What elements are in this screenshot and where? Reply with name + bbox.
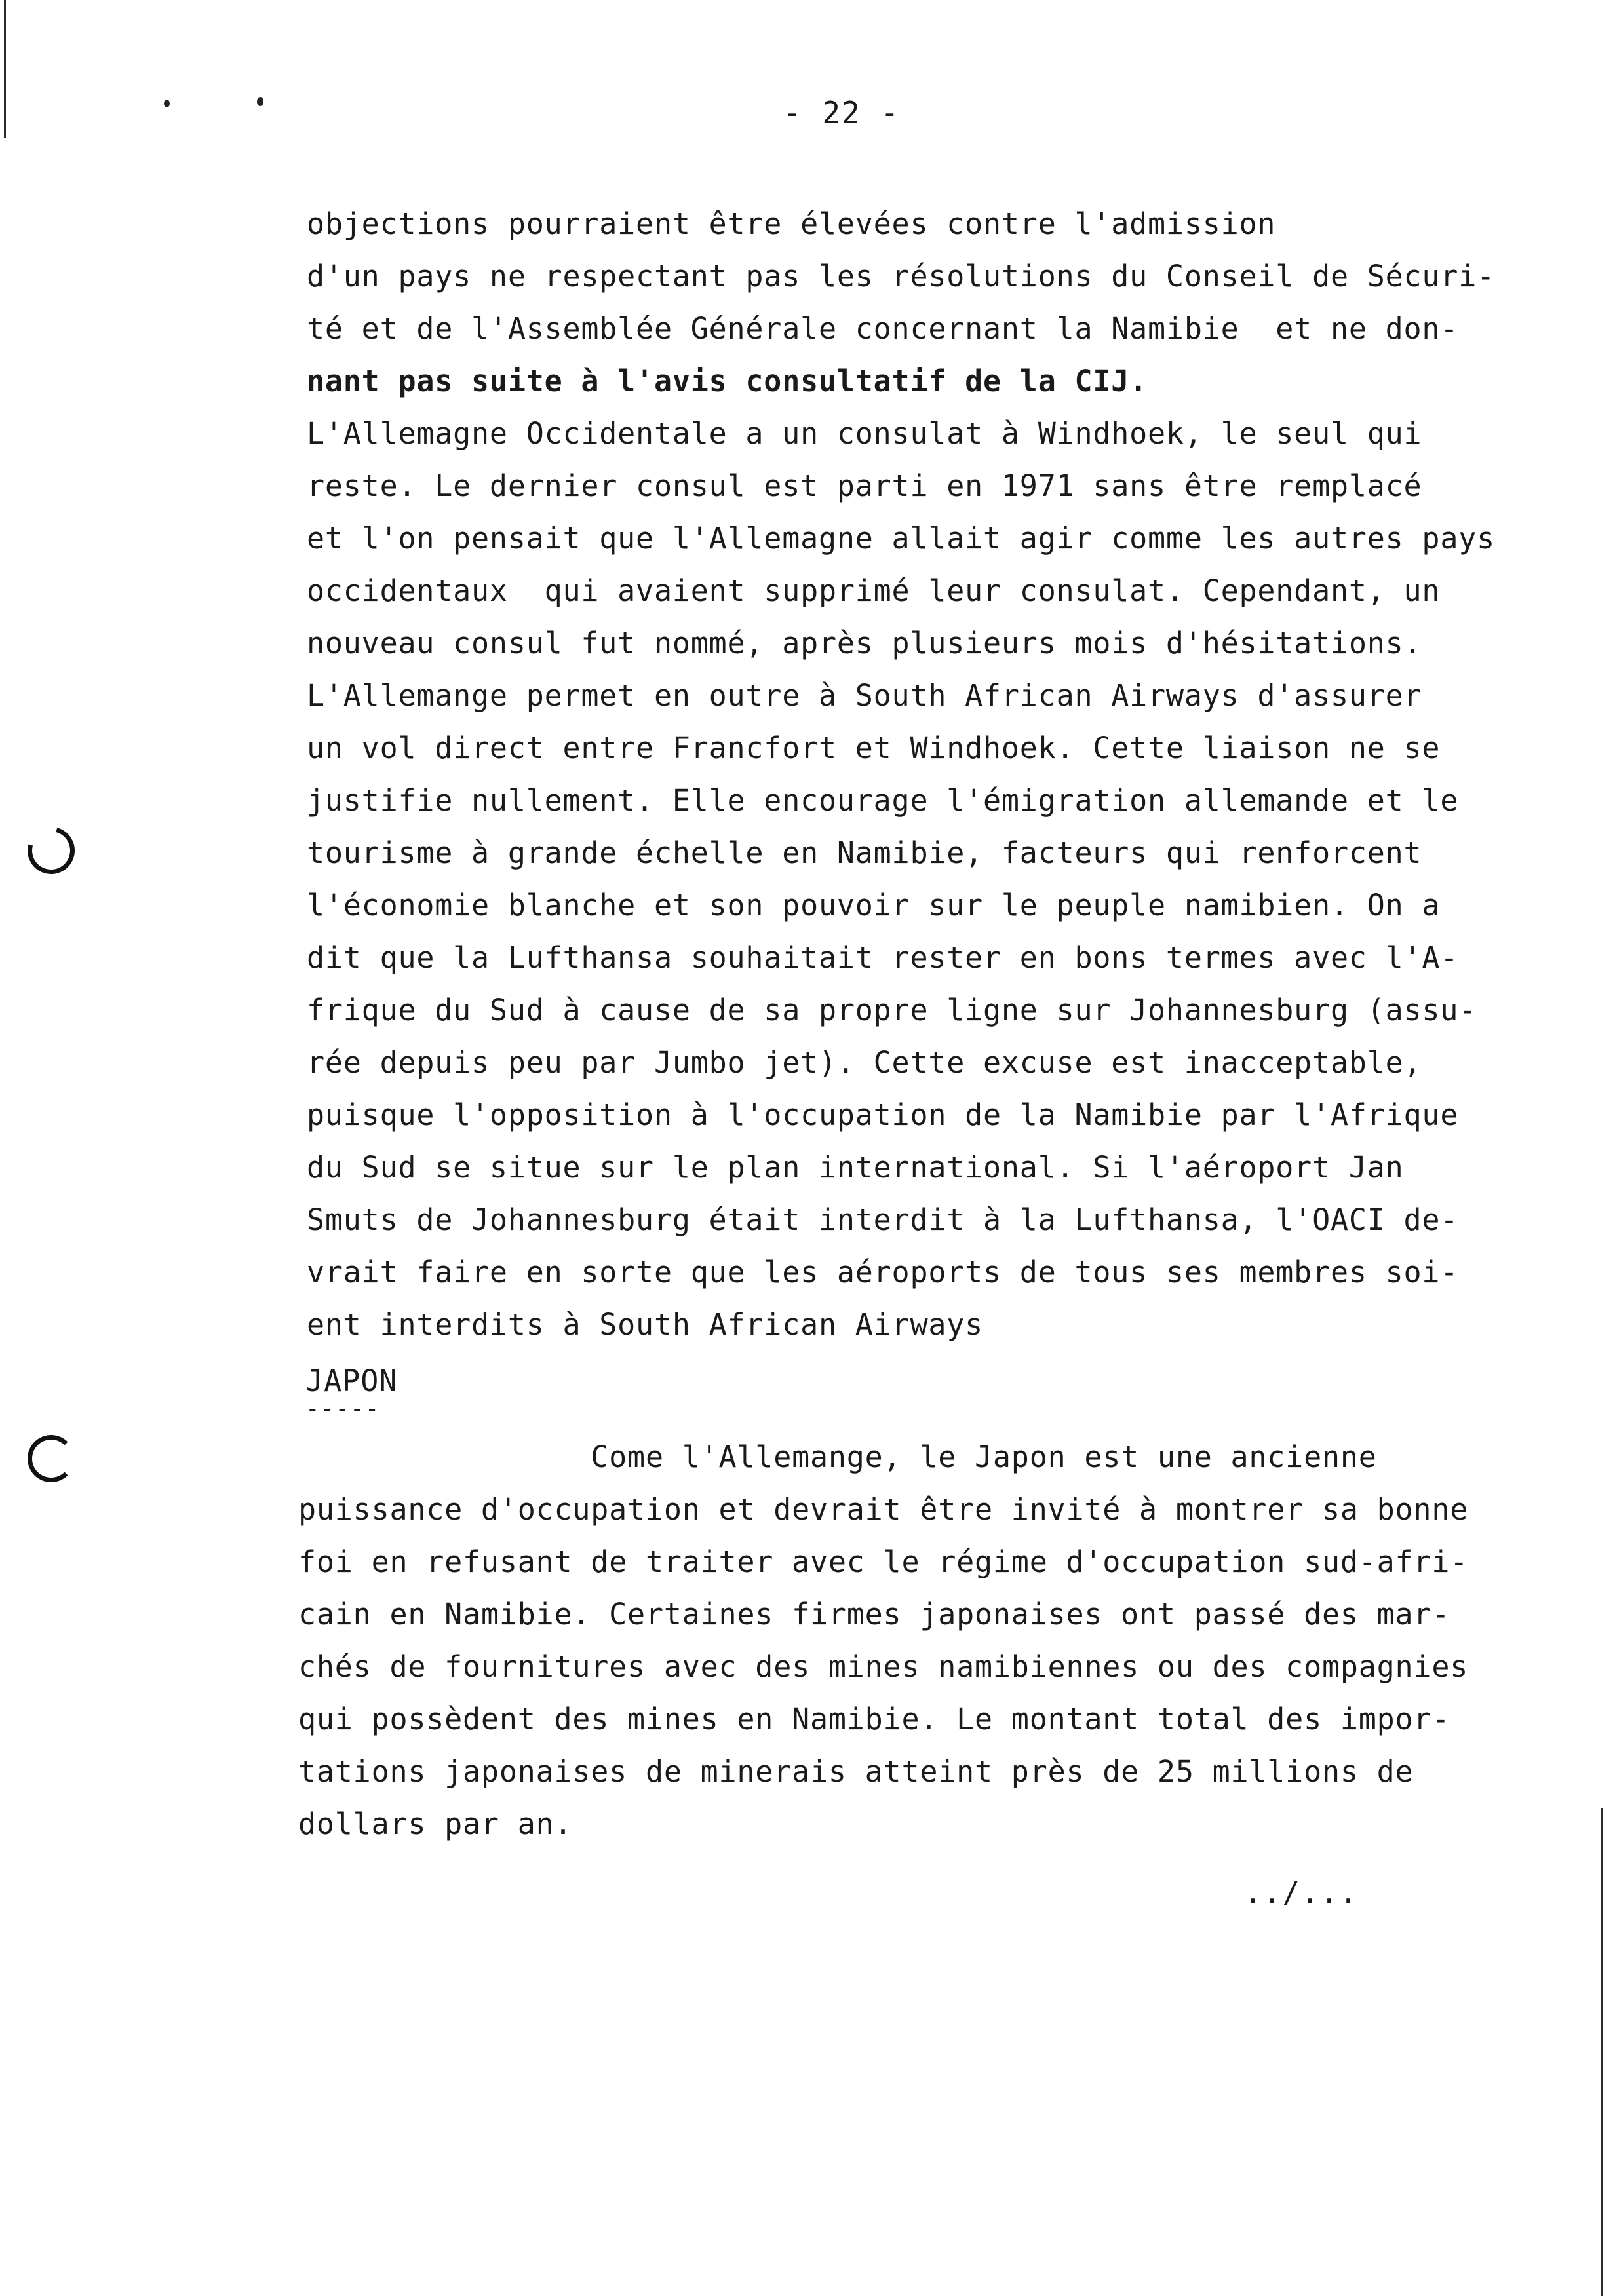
text-line: dit que la Lufthansa souhaitait rester en bons termes avec l'A-	[307, 940, 1459, 975]
text-line: dollars par an.	[298, 1807, 573, 1841]
text-line: Come l'Allemange, le Japon est une ancienne	[298, 1440, 1377, 1474]
text-line: vrait faire en sorte que les aéroports de tous ses membres soi-	[307, 1255, 1459, 1290]
ink-speck	[257, 97, 263, 106]
continuation-marker: ../...	[1244, 1875, 1359, 1910]
text-line: cain en Namibie. Certaines firmes japonaises ont passé des mar-	[298, 1597, 1450, 1632]
text-line: ent interdits à South African Airways	[307, 1307, 984, 1342]
text-line: et l'on pensait que l'Allemagne allait agir comme les autres pays	[307, 521, 1495, 556]
text-line: reste. Le dernier consul est parti en 1971 sans être remplacé	[307, 469, 1422, 503]
punch-hole-mark	[19, 818, 83, 883]
text-line: Smuts de Johannesburg était interdit à la Lufthansa, l'OACI de-	[307, 1202, 1459, 1237]
text-line: tations japonaises de minerais atteint près de 25 millions de	[298, 1754, 1414, 1789]
text-line: occidentaux qui avaient supprimé leur consulat. Cependant, un	[307, 573, 1441, 608]
text-line: nouveau consul fut nommé, après plusieurs mois d'hésitations.	[307, 626, 1422, 660]
text-line: qui possèdent des mines en Namibie. Le montant total des impor-	[298, 1702, 1450, 1736]
body-paragraph-japan	[298, 1431, 1596, 1850]
text-line: L'Allemagne Occidentale a un consulat à Windhoek, le seul qui	[307, 416, 1422, 451]
page-edge-left	[4, 0, 6, 138]
text-line: frique du Sud à cause de sa propre ligne sur Johannesburg (assu-	[307, 993, 1477, 1027]
text-line: té et de l'Assemblée Générale concernant la Namibie et ne don-	[307, 311, 1459, 346]
section-heading-japon: JAPON	[305, 1364, 398, 1398]
text-line: l'économie blanche et son pouvoir sur le peuple namibien. On a	[307, 888, 1441, 923]
page-edge-right	[1601, 1808, 1603, 2296]
text-line: du Sud se situe sur le plan international. Si l'aéroport Jan	[307, 1150, 1404, 1185]
text-line: rée depuis peu par Jumbo jet). Cette excuse est inacceptable,	[307, 1045, 1422, 1080]
text-line: objections pourraient être élevées contre l'admission	[307, 206, 1276, 241]
text-line: foi en refusant de traiter avec le régime d'occupation sud-afri-	[298, 1544, 1469, 1579]
punch-hole-mark	[28, 1435, 75, 1482]
text-line: puissance d'occupation et devrait être invité à montrer sa bonne	[298, 1492, 1469, 1527]
text-line: justifie nullement. Elle encourage l'émigration allemande et le	[307, 783, 1459, 818]
text-line: chés de fournitures avec des mines namibiennes ou des compagnies	[298, 1649, 1469, 1684]
page-number: - 22 -	[783, 95, 901, 130]
text-line: puisque l'opposition à l'occupation de la Namibie par l'Afrique	[307, 1098, 1459, 1132]
body-paragraph-germany	[307, 198, 1591, 1351]
text-line: d'un pays ne respectant pas les résolutions du Conseil de Sécuri-	[307, 259, 1495, 294]
text-line: nant pas suite à l'avis consultatif de la CIJ.	[307, 364, 1148, 398]
text-line: un vol direct entre Francfort et Windhoek. Cette liaison ne se	[307, 731, 1441, 765]
section-heading-underline: -----	[305, 1396, 380, 1423]
ink-speck	[164, 100, 170, 107]
text-line: L'Allemange permet en outre à South African Airways d'assurer	[307, 678, 1422, 713]
text-line: tourisme à grande échelle en Namibie, facteurs qui renforcent	[307, 835, 1422, 870]
